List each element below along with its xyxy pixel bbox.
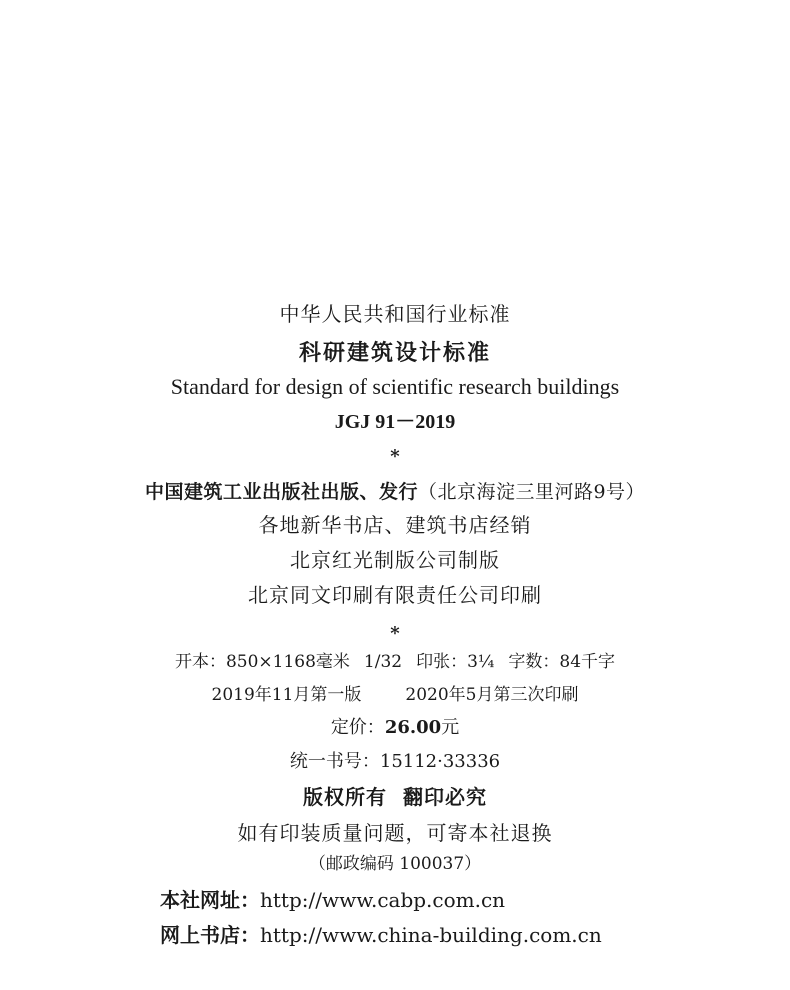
title-english: Standard for design of scientific research buildings xyxy=(170,374,620,399)
publisher-name: 中国建筑工业出版社出版、发行 xyxy=(144,481,418,503)
printing-line: 北京同文印刷有限责任公司印刷 xyxy=(248,583,542,607)
title-chinese: 科研建筑设计标准 xyxy=(298,340,491,366)
standard-type: 中华人民共和国行业标准 xyxy=(279,302,511,326)
website-label: 本社网址： xyxy=(160,888,260,912)
format-size: 开本：850×1168毫米 xyxy=(174,652,350,672)
separator-star-bottom: * xyxy=(390,623,400,644)
bookstore-line xyxy=(160,925,602,945)
website-url[interactable]: http://www.cabp.com.cn xyxy=(260,888,506,912)
typesetting-line: 北京红光制版公司制版 xyxy=(290,548,500,572)
reproduction-prohibited: 翻印必究 xyxy=(403,785,487,809)
bookstore-url[interactable]: http://www.china-building.com.cn xyxy=(260,923,602,947)
postal-code: （邮政编码 100037） xyxy=(308,854,482,874)
bookstore-label: 网上书店： xyxy=(160,923,260,947)
price-line xyxy=(0,719,790,737)
separator-star-top: * xyxy=(390,446,400,467)
publisher-address: （北京海淀三里河路9号） xyxy=(417,481,646,503)
return-policy: 如有印装质量问题，可寄本社退换 xyxy=(237,821,553,845)
third-printing: 2020年5月第三次印刷 xyxy=(405,685,579,705)
website-line xyxy=(160,890,505,910)
publisher-line xyxy=(0,483,790,502)
first-edition: 2019年11月第一版 xyxy=(211,685,362,705)
format-fold: 1/32 xyxy=(363,652,403,672)
sheet-count: 印张：3¼ xyxy=(416,652,495,672)
rights-reserved: 版权所有 xyxy=(303,785,387,809)
standard-code: JGJ 91－2019 xyxy=(334,411,456,433)
rights-line xyxy=(0,787,790,807)
book-number: 统一书号：15112·33336 xyxy=(289,751,501,772)
price-value: 26.00 xyxy=(384,717,442,738)
price-label: 定价： xyxy=(330,717,385,738)
edition-line xyxy=(0,687,790,704)
format-line xyxy=(0,654,790,671)
distribution-line: 各地新华书店、建筑书店经销 xyxy=(258,513,532,537)
price-unit: 元 xyxy=(441,717,460,738)
word-count: 字数：84千字 xyxy=(508,652,616,672)
